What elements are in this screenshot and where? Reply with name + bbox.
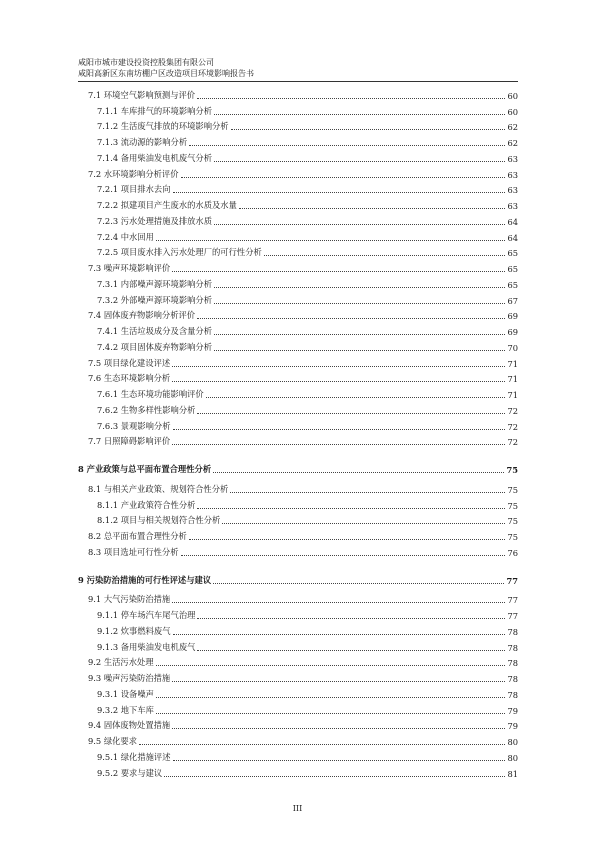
dot-leader bbox=[172, 681, 505, 682]
dot-leader bbox=[173, 634, 506, 635]
toc-entry-page: 80 bbox=[507, 737, 518, 747]
dot-leader bbox=[139, 744, 505, 745]
toc-entry-page: 65 bbox=[507, 279, 518, 290]
toc-entry[interactable] bbox=[78, 148, 518, 164]
toc-entry[interactable] bbox=[78, 479, 518, 495]
toc-entry-title: 7.6.2 生物多样性影响分析 bbox=[97, 404, 196, 415]
toc-entry-title: 8.1.1 产业政策符合性分析 bbox=[97, 499, 196, 510]
toc-entry-page: 79 bbox=[507, 721, 518, 732]
toc-entry-title: 9.5.1 绿化措施评述 bbox=[97, 751, 171, 762]
toc-entry-title: 7.7 日照障碍影响评价 bbox=[88, 436, 171, 447]
toc-entry-title: 8.1 与相关产业政策、规划符合性分析 bbox=[88, 483, 229, 494]
dot-leader bbox=[172, 444, 505, 445]
toc-entry-title: 7.2.5 项目废水排入污水处理厂的可行性分析 bbox=[97, 247, 262, 258]
toc-entry-page: 70 bbox=[507, 342, 518, 353]
toc-entry-page: 62 bbox=[507, 138, 518, 148]
dot-leader bbox=[213, 472, 504, 473]
dot-leader bbox=[197, 618, 505, 619]
dot-leader bbox=[156, 697, 506, 698]
toc-entry-page: 63 bbox=[507, 153, 518, 164]
toc-entry[interactable] bbox=[78, 353, 518, 369]
dot-leader bbox=[197, 650, 505, 651]
toc-entry[interactable] bbox=[78, 526, 518, 542]
dot-leader bbox=[214, 350, 505, 351]
toc-entry-title: 7.3 噪声环境影响评价 bbox=[88, 263, 171, 273]
toc-entry[interactable] bbox=[78, 684, 518, 700]
toc-entry-title: 7.1 环境空气影响预测与评价 bbox=[88, 89, 196, 100]
toc-entry-title: 7.6 生态环境影响分析 bbox=[88, 373, 171, 384]
toc-entry-title: 7.2.2 拟建项目产生废水的水质及水量 bbox=[97, 200, 237, 210]
dot-leader bbox=[156, 665, 506, 666]
dot-leader bbox=[214, 287, 505, 288]
toc-entry[interactable] bbox=[78, 195, 518, 211]
toc-entry[interactable] bbox=[78, 511, 518, 527]
toc-entry-page: 75 bbox=[507, 532, 518, 542]
dot-leader bbox=[189, 145, 505, 146]
dot-leader bbox=[231, 129, 506, 130]
toc-chapter-entry[interactable] bbox=[78, 570, 518, 586]
toc-entry-page: 80 bbox=[507, 752, 518, 763]
toc-entry-page: 72 bbox=[507, 437, 518, 448]
toc-entry-page: 67 bbox=[507, 295, 518, 306]
toc-entry[interactable] bbox=[78, 605, 518, 621]
toc-entry-page: 64 bbox=[507, 216, 518, 227]
toc-entry[interactable] bbox=[78, 542, 518, 558]
toc-entry-page: 63 bbox=[507, 201, 518, 211]
toc-entry-page: 75 bbox=[507, 484, 518, 495]
section-gap bbox=[78, 447, 518, 459]
toc-entry-page: 75 bbox=[506, 465, 518, 475]
toc-entry[interactable] bbox=[78, 117, 518, 133]
toc-entry-title: 7.4 固体废弃物影响分析评价 bbox=[88, 310, 196, 321]
toc-entry-title: 9.3.2 地下车库 bbox=[97, 704, 154, 715]
header-company: 咸阳市城市建设投资控股集团有限公司 bbox=[78, 58, 214, 67]
toc-entry-title: 7.4.2 项目固体废弃物影响分析 bbox=[97, 341, 213, 352]
toc-entry-page: 77 bbox=[507, 611, 518, 621]
toc-entry[interactable] bbox=[78, 290, 518, 306]
dot-leader bbox=[214, 114, 505, 115]
toc-entry-title: 9.1.1 停车场汽车尾气治理 bbox=[97, 610, 196, 620]
dot-leader bbox=[197, 508, 505, 509]
toc-entry-title: 9.2 生活污水处理 bbox=[88, 657, 154, 668]
toc-entry[interactable] bbox=[78, 321, 518, 337]
toc-entry-page: 78 bbox=[507, 626, 518, 637]
toc-entry-page: 64 bbox=[507, 232, 518, 243]
toc-entry-title: 7.1.3 流动源的影响分析 bbox=[97, 137, 188, 147]
dot-leader bbox=[214, 334, 505, 335]
dot-leader bbox=[172, 602, 505, 603]
toc-entry-page: 63 bbox=[507, 185, 518, 196]
dot-leader bbox=[197, 318, 505, 319]
toc-entry-page: 72 bbox=[507, 405, 518, 416]
dot-leader bbox=[239, 208, 506, 209]
toc-entry-title: 8 产业政策与总平面布置合理性分析 bbox=[78, 464, 212, 474]
dot-leader bbox=[230, 492, 505, 493]
dot-leader bbox=[164, 776, 505, 777]
dot-leader bbox=[181, 555, 506, 556]
toc-entry-page: 62 bbox=[507, 122, 518, 133]
toc-entry-title: 8.2 总平面布置合理性分析 bbox=[88, 531, 187, 541]
toc-entry-page: 69 bbox=[507, 311, 518, 322]
toc-entry-page: 76 bbox=[507, 547, 518, 558]
toc-entry[interactable] bbox=[78, 495, 518, 511]
toc-entry[interactable] bbox=[78, 369, 518, 385]
toc-entry-page: 71 bbox=[507, 390, 518, 400]
toc-entry[interactable] bbox=[78, 211, 518, 227]
toc-entry-title: 9.3.1 设备噪声 bbox=[97, 688, 154, 699]
toc-entry[interactable] bbox=[78, 85, 518, 101]
dot-leader bbox=[156, 240, 506, 241]
toc-entry[interactable] bbox=[78, 590, 518, 606]
toc-entry[interactable] bbox=[78, 227, 518, 243]
dot-leader bbox=[181, 177, 506, 178]
toc-entry-page: 75 bbox=[507, 500, 518, 511]
toc-entry[interactable] bbox=[78, 653, 518, 669]
toc-entry[interactable] bbox=[78, 637, 518, 653]
toc-entry[interactable] bbox=[78, 668, 518, 684]
toc-entry[interactable] bbox=[78, 101, 518, 117]
dot-leader bbox=[172, 366, 505, 367]
toc-entry-title: 7.2.3 污水处理措施及排放水质 bbox=[97, 215, 213, 226]
toc-entry-title: 7.1.4 备用柴油发电机废气分析 bbox=[97, 152, 213, 163]
toc-entry-title: 9.1.2 炊事燃料废气 bbox=[97, 625, 171, 636]
toc-entry-title: 9.5.2 要求与建议 bbox=[97, 767, 163, 778]
toc-entry-title: 7.4.1 生活垃圾成分及含量分析 bbox=[97, 326, 213, 336]
toc-entry[interactable] bbox=[78, 132, 518, 148]
toc-entry[interactable] bbox=[78, 306, 518, 322]
dot-leader bbox=[197, 413, 505, 414]
table-of-contents bbox=[78, 85, 518, 779]
header-divider bbox=[78, 81, 518, 82]
toc-entry-page: 78 bbox=[507, 658, 518, 669]
toc-entry-page: 72 bbox=[507, 421, 518, 432]
toc-entry[interactable] bbox=[78, 337, 518, 353]
toc-entry-title: 8.3 项目选址可行性分析 bbox=[88, 546, 179, 557]
dot-leader bbox=[264, 255, 506, 256]
toc-entry-title: 7.1.1 车库排气的环境影响分析 bbox=[97, 105, 213, 116]
toc-entry-page: 75 bbox=[507, 516, 518, 527]
toc-entry[interactable] bbox=[78, 384, 518, 400]
toc-entry[interactable] bbox=[78, 180, 518, 196]
toc-entry-title: 7.2.1 项目排水去向 bbox=[97, 184, 171, 195]
toc-entry[interactable] bbox=[78, 400, 518, 416]
toc-entry-page: 77 bbox=[506, 575, 518, 586]
toc-entry[interactable] bbox=[78, 747, 518, 763]
running-header bbox=[78, 58, 518, 79]
toc-entry[interactable] bbox=[78, 164, 518, 180]
dot-leader bbox=[172, 381, 505, 382]
toc-entry-title: 9 污染防治措施的可行性评述与建议 bbox=[78, 574, 212, 585]
toc-entry[interactable] bbox=[78, 700, 518, 716]
toc-entry-page: 81 bbox=[507, 768, 518, 779]
toc-entry-page: 78 bbox=[507, 689, 518, 700]
toc-entry[interactable] bbox=[78, 716, 518, 732]
toc-entry[interactable] bbox=[78, 243, 518, 259]
toc-entry-page: 60 bbox=[507, 90, 518, 101]
toc-entry[interactable] bbox=[78, 432, 518, 448]
dot-leader bbox=[222, 523, 505, 524]
toc-entry-title: 9.4 固体废物处置措施 bbox=[88, 720, 171, 731]
toc-entry-title: 8.1.2 项目与相关规划符合性分析 bbox=[97, 515, 221, 526]
toc-entry-title: 7.6.1 生态环境功能影响评价 bbox=[97, 389, 204, 399]
toc-entry-page: 65 bbox=[507, 264, 518, 274]
dot-leader bbox=[214, 161, 505, 162]
toc-entry-page: 79 bbox=[507, 705, 518, 716]
toc-entry-page: 65 bbox=[507, 248, 518, 259]
dot-leader bbox=[173, 429, 506, 430]
toc-entry-page: 60 bbox=[507, 106, 518, 117]
toc-entry-page: 69 bbox=[507, 327, 518, 337]
toc-entry-title: 7.1.2 生活废气排放的环境影响分析 bbox=[97, 121, 229, 132]
toc-entry[interactable] bbox=[78, 763, 518, 779]
dot-leader bbox=[173, 192, 506, 193]
dot-leader bbox=[214, 303, 505, 304]
toc-entry-page: 71 bbox=[507, 358, 518, 369]
toc-entry-page: 77 bbox=[507, 595, 518, 606]
section-gap bbox=[78, 558, 518, 570]
toc-entry-title: 7.6.3 景观影响分析 bbox=[97, 420, 171, 431]
header-report-title: 咸阳高新区东南坊棚户区改造项目环境影响报告书 bbox=[78, 68, 254, 78]
dot-leader bbox=[172, 728, 505, 729]
toc-entry-title: 7.3.2 外部噪声源环境影响分析 bbox=[97, 294, 213, 305]
dot-leader bbox=[197, 98, 505, 99]
toc-entry[interactable] bbox=[78, 416, 518, 432]
toc-entry-title: 7.2.4 中水回用 bbox=[97, 231, 154, 242]
dot-leader bbox=[213, 583, 504, 584]
toc-entry[interactable] bbox=[78, 731, 518, 747]
toc-entry[interactable] bbox=[78, 274, 518, 290]
toc-chapter-entry[interactable] bbox=[78, 459, 518, 475]
toc-entry-page: 78 bbox=[507, 674, 518, 684]
toc-entry-page: 78 bbox=[507, 642, 518, 653]
toc-entry[interactable] bbox=[78, 258, 518, 274]
dot-leader bbox=[214, 224, 505, 225]
dot-leader bbox=[172, 271, 505, 272]
toc-entry-page: 63 bbox=[507, 169, 518, 180]
toc-entry-title: 9.3 噪声污染防治措施 bbox=[88, 673, 171, 683]
toc-entry-title: 9.5 绿化要求 bbox=[88, 736, 138, 746]
toc-entry-title: 9.1.3 备用柴油发电机废气 bbox=[97, 641, 196, 652]
dot-leader bbox=[206, 397, 506, 398]
page-number: III bbox=[292, 804, 303, 813]
toc-entry-title: 9.1 大气污染防治措施 bbox=[88, 594, 171, 605]
dot-leader bbox=[173, 760, 506, 761]
toc-entry-page: 71 bbox=[507, 374, 518, 385]
toc-entry-title: 7.5 项目绿化建设评述 bbox=[88, 357, 171, 368]
dot-leader bbox=[156, 713, 506, 714]
toc-entry-title: 7.2 水环境影响分析评价 bbox=[88, 168, 179, 179]
toc-entry[interactable] bbox=[78, 621, 518, 637]
toc-entry-title: 7.3.1 内部噪声源环境影响分析 bbox=[97, 278, 213, 289]
dot-leader bbox=[189, 539, 506, 540]
